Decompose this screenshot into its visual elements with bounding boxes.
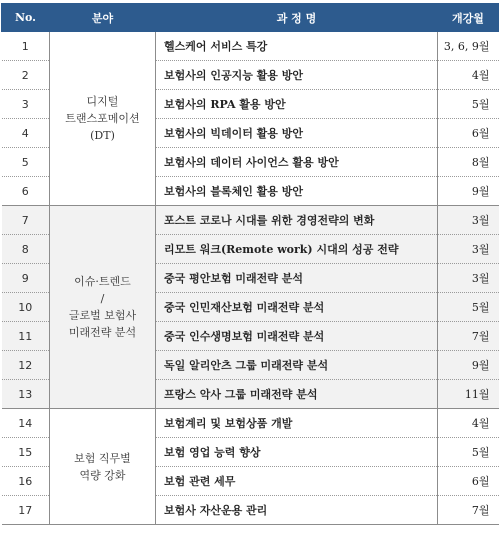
row-number: 7 <box>2 206 50 235</box>
row-number: 11 <box>2 322 50 351</box>
header-no: No. <box>2 4 50 32</box>
header-row <box>2 4 499 32</box>
row-number: 13 <box>2 380 50 409</box>
start-month: 7월 <box>438 496 499 525</box>
field-label-line: 이슈·트렌드 <box>74 275 131 288</box>
row-number: 6 <box>2 177 50 206</box>
start-month: 7월 <box>438 322 499 351</box>
course-name: 보험사의 블록체인 활용 방안 <box>156 177 438 206</box>
field-label-line: 디지털 <box>86 95 119 108</box>
header-field: 분야 <box>50 4 156 32</box>
field-label-line: 역량 강화 <box>79 468 126 482</box>
row-number: 12 <box>2 351 50 380</box>
row-number: 17 <box>2 496 50 525</box>
course-name: 보험사의 데이터 사이언스 활용 방안 <box>156 148 438 177</box>
course-name: 중국 인민재산보험 미래전략 분석 <box>156 293 438 322</box>
row-number: 16 <box>2 467 50 496</box>
course-name: 독일 알리안츠 그룹 미래전략 분석 <box>156 351 438 380</box>
start-month: 3, 6, 9월 <box>438 32 499 61</box>
field-cell <box>50 206 156 409</box>
course-name: 보험사 자산운용 관리 <box>156 496 438 525</box>
course-name: 리모트 워크(Remote work) 시대의 성공 전략 <box>156 235 438 264</box>
start-month: 4월 <box>438 409 499 438</box>
start-month: 6월 <box>438 467 499 496</box>
start-month: 5월 <box>438 438 499 467</box>
start-month: 5월 <box>438 293 499 322</box>
field-label-line: 보험 직무별 <box>74 451 131 465</box>
field-label-line: (DT) <box>90 129 115 142</box>
course-name: 보험사의 빅데이터 활용 방안 <box>156 119 438 148</box>
field-label-line: / <box>100 292 105 305</box>
table-row <box>2 409 499 438</box>
table-row <box>2 32 499 61</box>
start-month: 3월 <box>438 264 499 293</box>
row-number: 5 <box>2 148 50 177</box>
header-course: 과 정 명 <box>156 4 438 32</box>
course-schedule-table <box>1 3 499 525</box>
start-month: 9월 <box>438 351 499 380</box>
row-number: 14 <box>2 409 50 438</box>
table-row <box>2 206 499 235</box>
start-month: 9월 <box>438 177 499 206</box>
header-month: 개강월 <box>438 4 499 32</box>
course-name: 중국 인수생명보험 미래전략 분석 <box>156 322 438 351</box>
row-number: 15 <box>2 438 50 467</box>
row-number: 2 <box>2 61 50 90</box>
field-cell <box>50 32 156 206</box>
course-name: 보험사의 인공지능 활용 방안 <box>156 61 438 90</box>
table-body <box>2 32 499 525</box>
field-label-line: 미래전략 분석 <box>68 326 137 339</box>
course-name: 헬스케어 서비스 특강 <box>156 32 438 61</box>
start-month: 5월 <box>438 90 499 119</box>
row-number: 3 <box>2 90 50 119</box>
start-month: 6월 <box>438 119 499 148</box>
course-name: 보험 영업 능력 향상 <box>156 438 438 467</box>
course-name: 포스트 코로나 시대를 위한 경영전략의 변화 <box>156 206 438 235</box>
start-month: 3월 <box>438 206 499 235</box>
field-label-line: 글로벌 보험사 <box>68 309 137 322</box>
course-name: 중국 평안보험 미래전략 분석 <box>156 264 438 293</box>
row-number: 8 <box>2 235 50 264</box>
course-name: 보험사의 RPA 활용 방안 <box>156 90 438 119</box>
course-name: 보험계리 및 보험상품 개발 <box>156 409 438 438</box>
course-name: 보험 관련 세무 <box>156 467 438 496</box>
start-month: 8월 <box>438 148 499 177</box>
field-cell <box>50 409 156 525</box>
row-number: 9 <box>2 264 50 293</box>
row-number: 4 <box>2 119 50 148</box>
start-month: 11월 <box>438 380 499 409</box>
start-month: 4월 <box>438 61 499 90</box>
row-number: 1 <box>2 32 50 61</box>
start-month: 3월 <box>438 235 499 264</box>
course-name: 프랑스 악사 그룹 미래전략 분석 <box>156 380 438 409</box>
field-label-line: 트랜스포메이션 <box>65 112 140 125</box>
row-number: 10 <box>2 293 50 322</box>
